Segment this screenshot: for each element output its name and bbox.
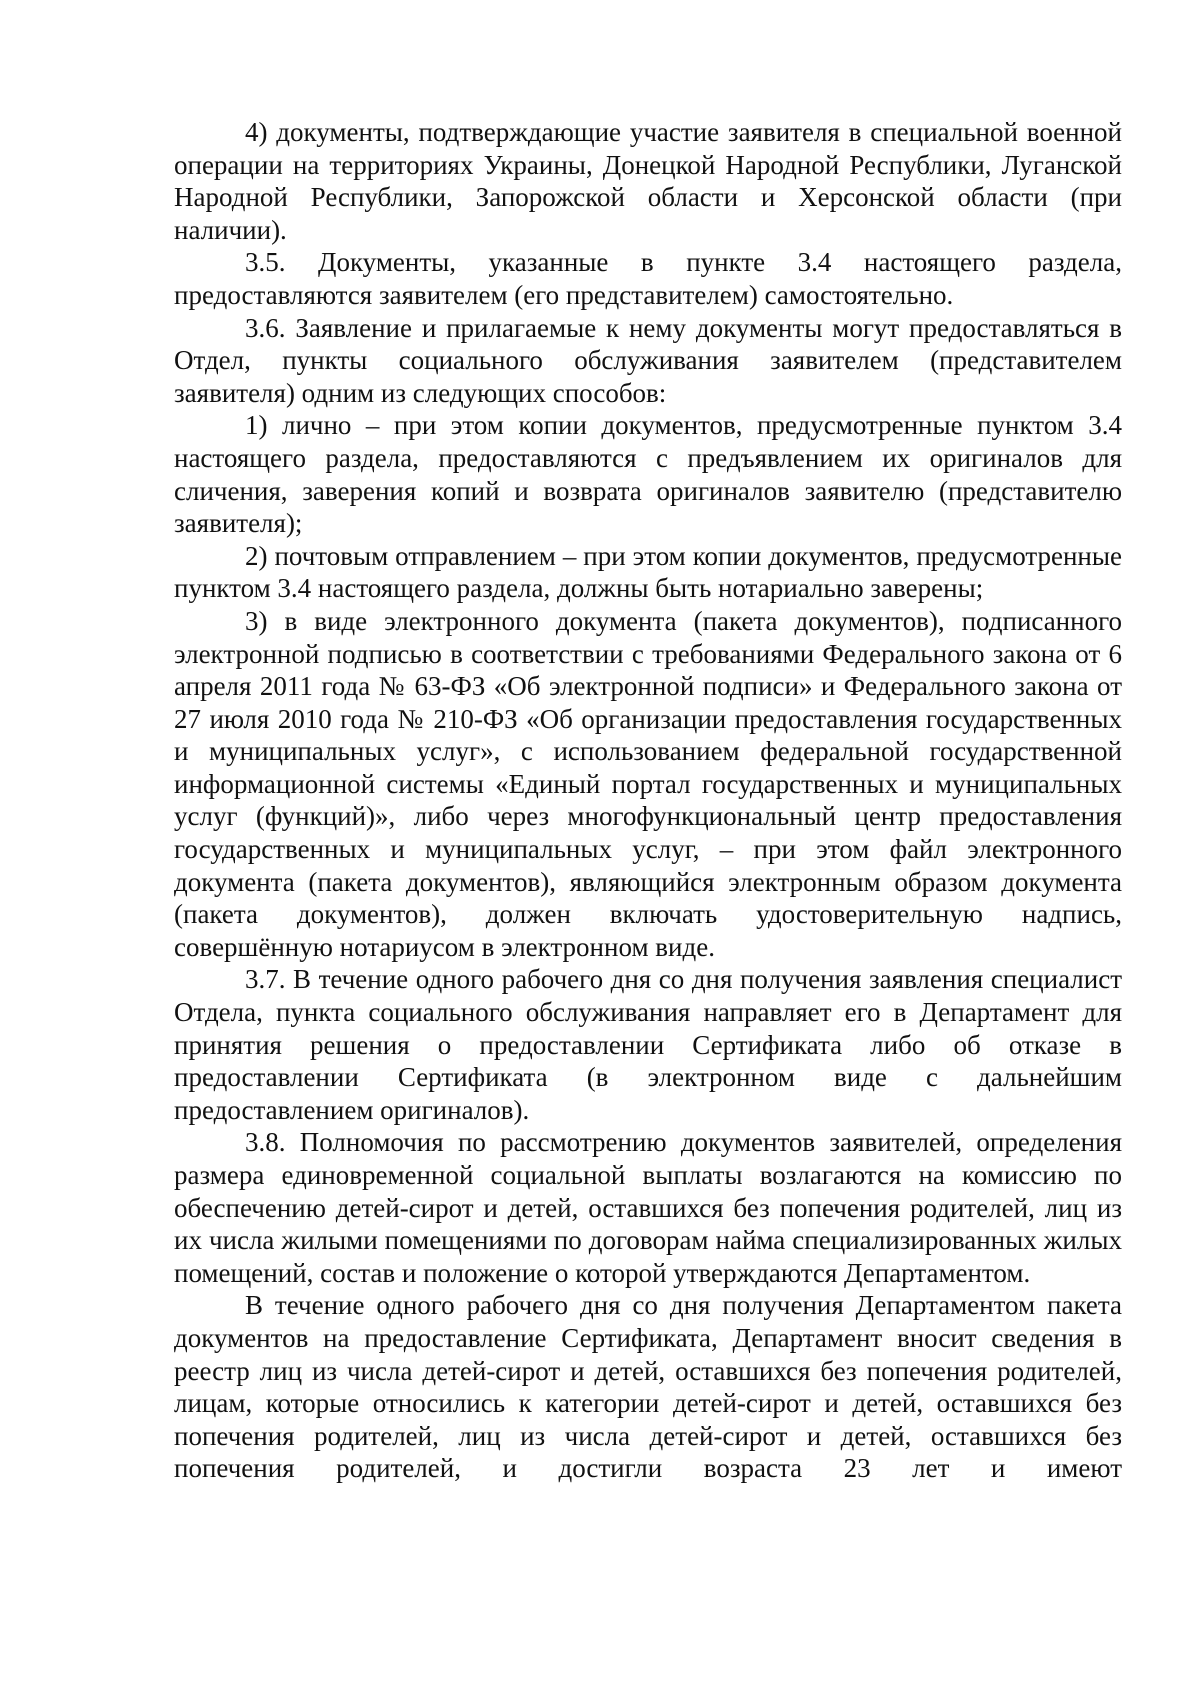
paragraph-3-8: 3.8. Полномочия по рассмотрению документов заявителей, определения размера единовременной социальной выплаты возлагаются на комиссию по обеспечению детей-сирот и детей, оставшихся без попечения родителей, лиц из их числа жилыми помещениями по договорам найма специализированных жилых помещений, состав и положение о которой утверждаются Департаментом. <box>174 1127 1122 1288</box>
paragraph-registry: В течение одного рабочего дня со дня получения Департаментом пакета документов на предоставление Сертификата, Департамент вносит сведения в реестр лиц из числа детей-сирот и детей, оставшихся без попечения родителей, лицам, которые относились к категории детей-сирот и детей, оставшихся без попечения родителей, лиц из числа детей-сирот и детей, оставшихся без попечения родителей, и достигли возраста 23 лет и имеют <box>174 1290 1122 1484</box>
document-body <box>174 116 1122 1485</box>
paragraph-item-4-documents: 4) документы, подтверждающие участие заявителя в специальной военной операции на территориях Украины, Донецкой Народной Республики, Луганской Народной Республики, Запорожской области и Херсонской области (при наличии). <box>174 117 1122 245</box>
paragraph-3-7: 3.7. В течение одного рабочего дня со дня получения заявления специалист Отдела, пункта социального обслуживания направляет его в Департамент для принятия решения о предоставлении Сертификата либо об отказе в предоставлении Сертификата (в электронном виде с дальнейшим предоставлением оригиналов). <box>174 964 1122 1125</box>
paragraph-item-1-in-person: 1) лично – при этом копии документов, предусмотренные пунктом 3.4 настоящего раздела, предоставляются с предъявлением их оригиналов для сличения, заверения копий и возврата оригиналов заявителю (представителю заявителя); <box>174 410 1122 539</box>
paragraph-3-6: 3.6. Заявление и прилагаемые к нему документы могут предоставляться в Отдел, пункты социального обслуживания заявителем (представителем заявителя) одним из следующих способов: <box>174 312 1122 408</box>
paragraph-item-3-electronic: 3) в виде электронного документа (пакета документов), подписанного электронной подписью в соответствии с требованиями Федерального закона от 6 апреля 2011 года № 63-ФЗ «Об электронной подписи» и Федерального закона от 27 июля 2010 года № 210-ФЗ «Об организации предоставления государственных и муниципальных услуг», с использованием федеральной государственной информационной системы «Единый портал государственных и муниципальных услуг (функций)», либо через многофункциональный центр предоставления государственных и муниципальных услуг, – при этом файл электронного документа (пакета документов), являющийся электронным образом документа (пакета документов), должен включать удостоверительную надпись, совершённую нотариусом в электронном виде. <box>174 605 1122 962</box>
paragraph-item-2-postal: 2) почтовым отправлением – при этом копии документов, предусмотренные пунктом 3.4 настоящего раздела, должны быть нотариально заверены; <box>174 540 1122 604</box>
paragraph-3-5: 3.5. Документы, указанные в пункте 3.4 настоящего раздела, предоставляются заявителем (его представителем) самостоятельно. <box>174 247 1122 310</box>
